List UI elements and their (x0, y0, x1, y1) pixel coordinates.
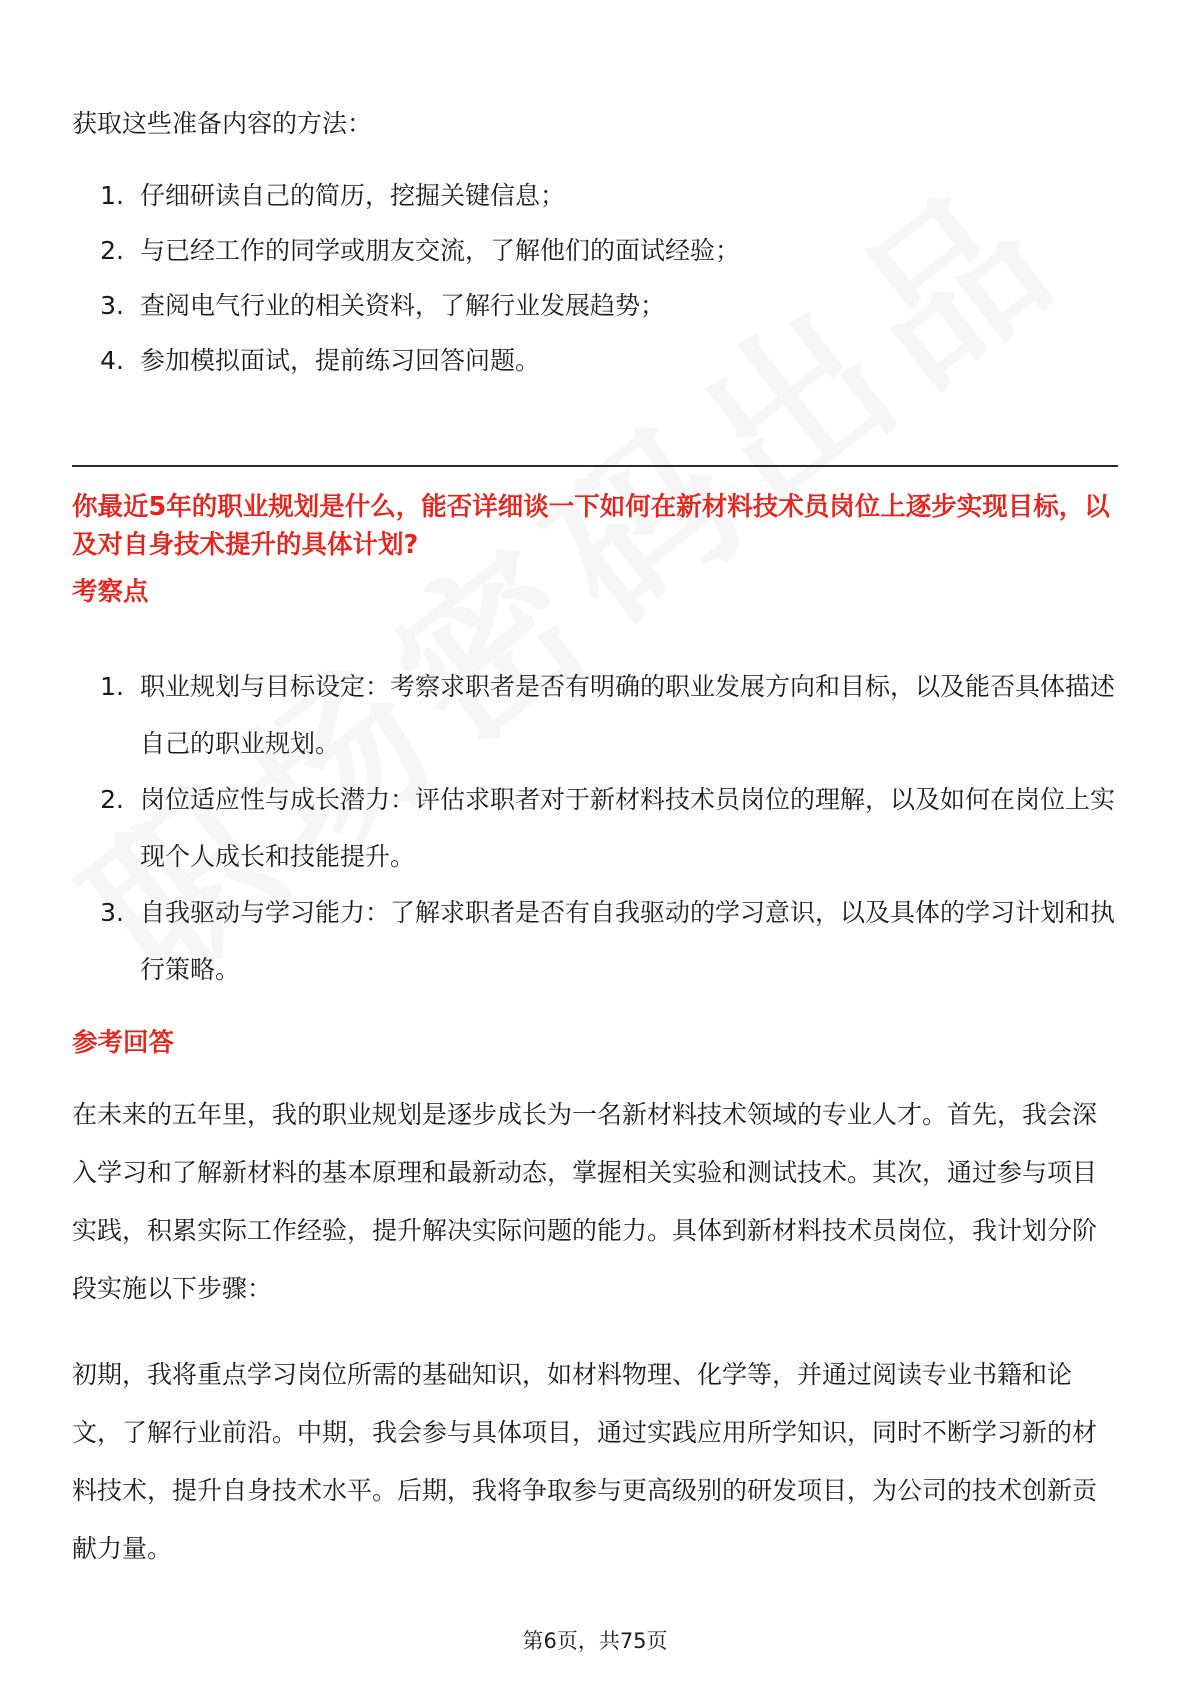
list-item (72, 658, 1118, 772)
list-item (72, 178, 1118, 214)
list-number: 1. (100, 181, 124, 210)
list-item (72, 771, 1118, 885)
question-heading: 你最近5年的职业规划是什么，能否详细谈一下如何在新材料技术员岗位上逐步实现目标，以及对自身技术提升的具体计划? (72, 492, 1110, 560)
list-text: 与已经工作的同学或朋友交流，了解他们的面试经验； (140, 236, 741, 265)
list-text: 自我驱动与学习能力：了解求职者是否有自我驱动的学习意识，以及具体的学习计划和执行策略。 (140, 898, 1116, 984)
list-text: 参加模拟面试，提前练习回答问题。 (140, 346, 541, 375)
list-number: 3. (100, 291, 124, 320)
list-item (72, 233, 1118, 269)
list-item (72, 343, 1118, 379)
list-item (72, 288, 1118, 324)
list-number: 2. (100, 785, 124, 814)
examine-heading: 考察点 (72, 577, 149, 607)
list-number: 1. (100, 672, 124, 701)
list-number: 3. (100, 898, 124, 927)
list-text: 查阅电气行业的相关资料，了解行业发展趋势； (140, 291, 666, 320)
answer-paragraph: 初期，我将重点学习岗位所需的基础知识，如材料物理、化学等，并通过阅读专业书籍和论文，了解行业前沿。中期，我会参与具体项目，通过实践应用所学知识，同时不断学习新的材料技术，提升自身技术水平。后期，我将争取参与更高级别的研发项目，为公司的技术创新贡献力量。 (72, 1360, 1098, 1563)
section-divider (72, 465, 1118, 467)
answer-paragraph: 在未来的五年里，我的职业规划是逐步成长为一名新材料技术领域的专业人才。首先，我会深入学习和了解新材料的基本原理和最新动态，掌握相关实验和测试技术。其次，通过参与项目实践，积累实际工作经验，提升解决实际问题的能力。具体到新材料技术员岗位，我计划分阶段实施以下步骤： (72, 1100, 1098, 1303)
intro-text: 获取这些准备内容的方法： (72, 109, 373, 138)
page-footer: 第6页，共75页 (522, 1629, 668, 1653)
list-text: 岗位适应性与成长潜力：评估求职者对于新材料技术员岗位的理解，以及如何在岗位上实现个人成长和技能提升。 (140, 785, 1116, 871)
list-text: 职业规划与目标设定：考察求职者是否有明确的职业发展方向和目标，以及能否具体描述自己的职业规划。 (140, 672, 1116, 758)
methods-list (72, 178, 1118, 398)
list-text: 仔细研读自己的简历，挖掘关键信息； (140, 181, 566, 210)
list-item (72, 884, 1118, 998)
list-number: 2. (100, 236, 124, 265)
answer-heading: 参考回答 (72, 1028, 175, 1058)
list-number: 4. (100, 346, 124, 375)
examine-list (72, 658, 1118, 997)
